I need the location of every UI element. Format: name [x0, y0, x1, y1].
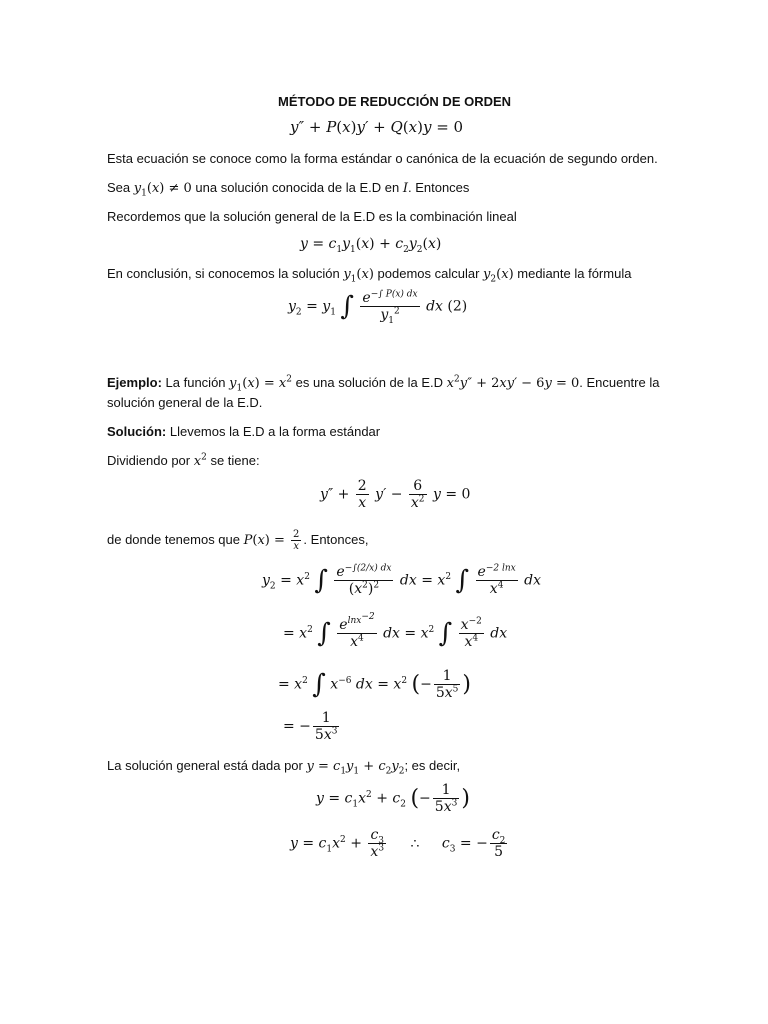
standard-form-equation: y″ + P(x)y′ + Q(x)y = 0: [290, 118, 464, 136]
computation-step-1: $y_2 = x^2$ ∫ $\frac{e^{-\int(2/x) dx}}{(x^2)^2}$ dx = $x^2$ ∫ $\frac{e^{-2 lnx}}{x^4}$ dx: [262, 563, 542, 597]
formula-number: (2): [447, 298, 468, 315]
example-statement: Ejemplo: La función $y_1(x) = x^2$ es una solución de la E.D $x^2y'' + 2xy' - 6y = 0$. Encuentre la: [107, 374, 660, 394]
reduction-formula: $y_2 = y_1$ ∫ $\frac{e^{-\int P(x) dx}}{y_1^2}$ dx (2): [288, 289, 468, 326]
general-solution-final: $y = c_1x^2$ + $\frac{c_3}{x^3}$ ∴ $c_3$ = − $\frac{c_2}{5}$: [290, 827, 506, 860]
example-statement-line2: solución general de la E.D.: [107, 395, 263, 410]
paragraph-known-solution: Sea $y_1(x) \ne 0$ una solución conocida de la E.D en I. Entonces: [107, 180, 470, 199]
page-title: MÉTODO DE REDUCCIÓN DE ORDEN: [278, 94, 512, 109]
paragraph-standard-form: Esta ecuación se conoce como la forma estándar o canónica de la ecuación de segundo orden.: [107, 151, 658, 166]
paragraph-p-of-x: de donde tenemos que P(x) = $\frac{2}{x}$ . Entonces,: [107, 529, 369, 552]
solution-heading: Solución: Llevemos la E.D a la forma estándar: [107, 424, 381, 439]
paragraph-general-solution: La solución general está dada por $y = c_1y_1 + c_2y_2$; es decir,: [107, 758, 461, 777]
computation-step-4: = − $\frac{1}{5x^3}$: [283, 710, 338, 743]
computation-step-3: = $x^2$ ∫ $x^{-6}$ dx = $x^2$ (− $\frac{1}{5x^5}$ ): [278, 668, 471, 701]
general-solution-equation: $y = c_1y_1(x) + c_2y_2(x)$: [300, 236, 442, 255]
example-standard-form: y″ + $\frac{2}{x}$ y′ − $\frac{6}{x^2}$ y = 0: [320, 478, 471, 511]
paragraph-conclusion: En conclusión, si conocemos la solución $y_1(x)$ podemos calcular $y_2(x)$ mediante la fórmula: [107, 266, 632, 285]
computation-step-2: = $x^2$ ∫ $\frac{e^{lnx^{-2}}}{x^4}$ dx = $x^2$ ∫ $\frac{x^{-2}}{x^4}$ dx: [283, 612, 508, 650]
paragraph-dividing: Dividiendo por $x^2$ se tiene:: [107, 452, 260, 469]
general-solution-step-1: $y = c_1x^2 + c_2$ (− $\frac{1}{5x^3}$ ): [316, 782, 470, 815]
paragraph-linear-combination: Recordemos que la solución general de la E.D es la combinación lineal: [107, 209, 517, 224]
